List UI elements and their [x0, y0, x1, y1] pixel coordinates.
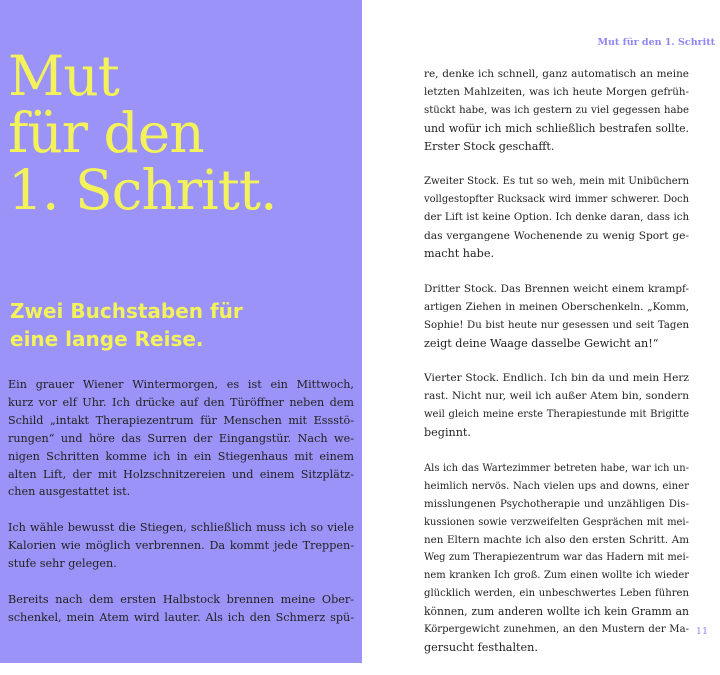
chapter-title-line: für den	[8, 101, 204, 165]
page-number: 11	[695, 626, 708, 637]
right-body-text	[424, 66, 689, 675]
chapter-subtitle-line: Zwei Buchstaben für	[10, 299, 243, 323]
paragraph	[8, 519, 354, 573]
text-line: chen ausgestattet ist.	[8, 485, 131, 499]
chapter-subtitle	[10, 297, 355, 353]
text-line: Sophie! Du bist heute nur gesessen und seit Tagen	[424, 319, 689, 331]
text-line: nem kranken Ich groß. Zum einen wollte ich wieder	[424, 570, 689, 582]
paragraph	[8, 591, 354, 627]
text-line: Kalorien wie möglich verbrennen. Da kommt jede Treppen-	[8, 539, 354, 553]
text-line: Weg zum Therapiezentrum war das Hadern mit mei-	[424, 552, 689, 564]
text-line: rungen“ und höre das Surren der Eingangstür. Nach we-	[8, 431, 354, 445]
text-line: Dritter Stock. Das Brennen weicht einem krampf-	[424, 282, 689, 295]
text-line: heimlich nervös. Nach vielen ups and downs, einer	[424, 480, 689, 492]
text-line: das vergangene Wochenende zu wenig Sport ge-	[424, 229, 689, 243]
text-line: rast. Nicht nur, weil ich außer Atem bin, sondern	[424, 390, 689, 403]
paragraph	[424, 173, 689, 263]
text-line: weil gleich meine erste Therapiestunde mit Brigitte	[424, 409, 689, 421]
text-line: Vierter Stock. Endlich. Ich bin da und mein Herz	[424, 372, 689, 385]
text-line: Als ich das Wartezimmer betreten habe, war ich un-	[424, 462, 689, 474]
paragraph	[424, 66, 689, 156]
text-line: nen Eltern machte ich also den ersten Schritt. Am	[424, 533, 689, 546]
chapter-title-line: Mut	[8, 44, 119, 108]
text-line: misslungenen Psychotherapie und unzähligen Dis-	[424, 497, 689, 510]
running-head: Mut für den 1. Schritt	[597, 37, 715, 48]
text-line: stufe sehr gelegen.	[8, 557, 117, 571]
text-line: gersucht festhalten.	[424, 640, 538, 654]
text-line: letzten Mahlzeiten, was ich heute Morgen gefrüh-	[424, 85, 689, 98]
text-line: re, denke ich schnell, ganz automatisch an meine	[424, 68, 689, 80]
text-line: nigen Schritten komme ich in ein Stiegenhaus mit einem	[8, 449, 354, 463]
text-line: glücklich werden, ein unbeschwertes Leben führen	[424, 588, 689, 600]
text-line: zeigt deine Waage dasselbe Gewicht an!“	[424, 336, 659, 350]
text-line: kurz vor elf Uhr. Ich drücke auf den Türöffner neben dem	[8, 395, 354, 409]
text-line: Schild „intakt Therapiezentrum für Menschen mit Essstö-	[8, 413, 354, 427]
text-line: der Lift ist keine Option. Ich denke daran, dass ich	[424, 212, 689, 224]
text-line: artigen Ziehen in meinen Oberschenkeln. „Komm,	[424, 300, 689, 313]
paragraph	[424, 460, 689, 657]
text-line: Bereits nach dem ersten Halbstock brennen meine Ober-	[8, 592, 354, 606]
text-line: schenkel, mein Atem wird lauter. Als ich den Schmerz spü-	[8, 610, 354, 624]
left-body-text	[8, 376, 354, 645]
text-line: stückt habe, was ich gestern zu viel gegessen habe	[424, 104, 689, 116]
paragraph	[424, 281, 689, 353]
chapter-title-line: 1. Schritt.	[8, 158, 277, 222]
chapter-title	[8, 44, 277, 222]
chapter-subtitle-line: eine lange Reise.	[10, 327, 204, 351]
paragraph	[8, 376, 354, 501]
text-line: Erster Stock geschafft.	[424, 139, 555, 153]
text-line: kussionen sowie verzweifelten Gesprächen mit mei-	[424, 516, 689, 528]
text-line: Ich wähle bewusst die Stiegen, schließlich muss ich so viele	[8, 521, 354, 535]
text-line: Zweiter Stock. Es tut so weh, mein mit Unibüchern	[424, 176, 689, 188]
text-line: Körpergewicht zunehmen, an den Mustern der Ma-	[424, 624, 689, 636]
text-line: und wofür ich mich schließlich bestrafen sollte.	[424, 121, 689, 135]
text-line: macht habe.	[424, 247, 495, 261]
text-line: Ein grauer Wiener Wintermorgen, es ist ein Mittwoch,	[8, 378, 354, 391]
text-line: alten Lift, der mit Holzschnitzereien und einem Sitzplätz-	[8, 467, 354, 481]
paragraph	[424, 370, 689, 442]
text-line: beginnt.	[424, 426, 471, 440]
text-line: vollgestopfter Rucksack wird immer schwerer. Doch	[424, 194, 689, 206]
text-line: können, zum anderen wollte ich kein Gramm an	[424, 605, 689, 619]
